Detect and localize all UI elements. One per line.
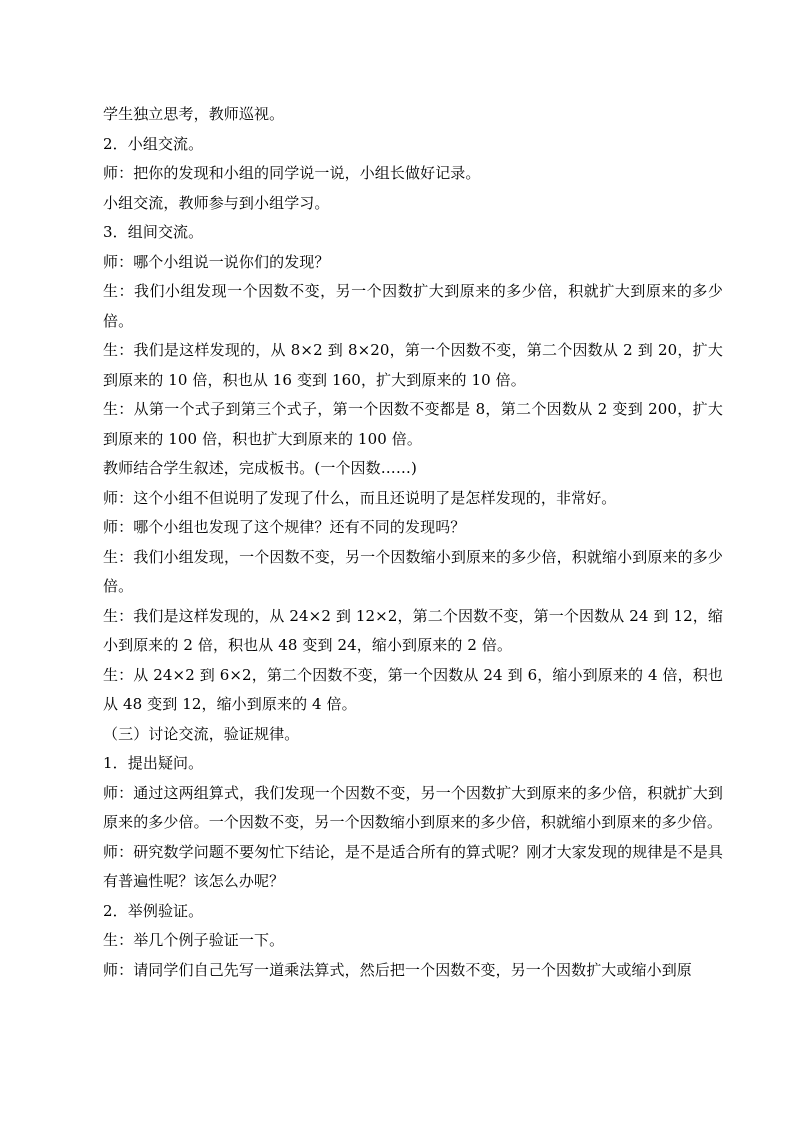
section-heading: 3．组间交流。 [103,223,204,241]
paragraph: 小组交流，教师参与到小组学习。 [103,193,330,212]
paragraph: 生：我们小组发现，一个因数不变，另一个因数缩小到原来的多少倍，积就缩小到原来的多少倍。 [103,547,723,595]
paragraph: 生：我们是这样发现的，从 8×2 到 8×20，第一个因数不变，第二个因数从 2 到 20，扩大到原来的 10 倍，积也从 16 变到 160，扩大到原来的 10 倍。 [103,341,723,389]
paragraph: 生：从第一个式子到第三个式子，第一个因数不变都是 8，第二个因数从 2 变到 200，扩大到原来的 100 倍，积也扩大到原来的 100 倍。 [103,400,723,448]
section-heading: 1．提出疑问。 [103,754,204,772]
paragraph: 师：通过这两组算式，我们发现一个因数不变，另一个因数扩大到原来的多少倍，积就扩大到原来的多少倍。一个因数不变，另一个因数缩小到原来的多少倍，积就缩小到原来的多少倍。 [103,783,723,831]
paragraph: 学生独立思考，教师巡视。 [103,105,285,123]
paragraph: 生：我们是这样发现的，从 24×2 到 12×2，第二个因数不变，第一个因数从 24 到 12，缩小到原来的 2 倍，积也从 48 变到 24，缩小到原来的 2 倍。 [103,606,723,654]
paragraph: 师：把你的发现和小组的同学说一说，小组长做好记录。 [103,164,481,182]
paragraph: 师：哪个小组也发现了这个规律？还有不同的发现吗？ [103,518,466,536]
paragraph: 生：举几个例子验证一下。 [103,931,285,949]
paragraph: 生：从 24×2 到 6×2，第二个因数不变，第一个因数从 24 到 6，缩小到原来的 4 倍，积也从 48 变到 12，缩小到原来的 4 倍。 [103,665,723,713]
paragraph: 师：研究数学问题不要匆忙下结论，是不是适合所有的算式呢？刚才大家发现的规律是不是具有普遍性呢？该怎么办呢？ [103,842,723,890]
paragraph: 教师结合学生叙述，完成板书。(一个因数……) [103,459,417,477]
section-heading: 2．小组交流。 [103,134,204,153]
section-heading: （三）讨论交流，验证规律。 [103,724,300,743]
document-body [103,100,723,985]
paragraph: 师：这个小组不但说明了发现了什么，而且还说明了是怎样发现的，非常好。 [103,488,617,507]
paragraph: 师：请同学们自己先写一道乘法算式，然后把一个因数不变，另一个因数扩大或缩小到原 [103,960,692,979]
paragraph: 师：哪个小组说一说你们的发现？ [103,252,330,271]
section-heading: 2．举例验证。 [103,901,204,920]
paragraph: 生：我们小组发现一个因数不变，另一个因数扩大到原来的多少倍，积就扩大到原来的多少倍。 [103,282,723,330]
